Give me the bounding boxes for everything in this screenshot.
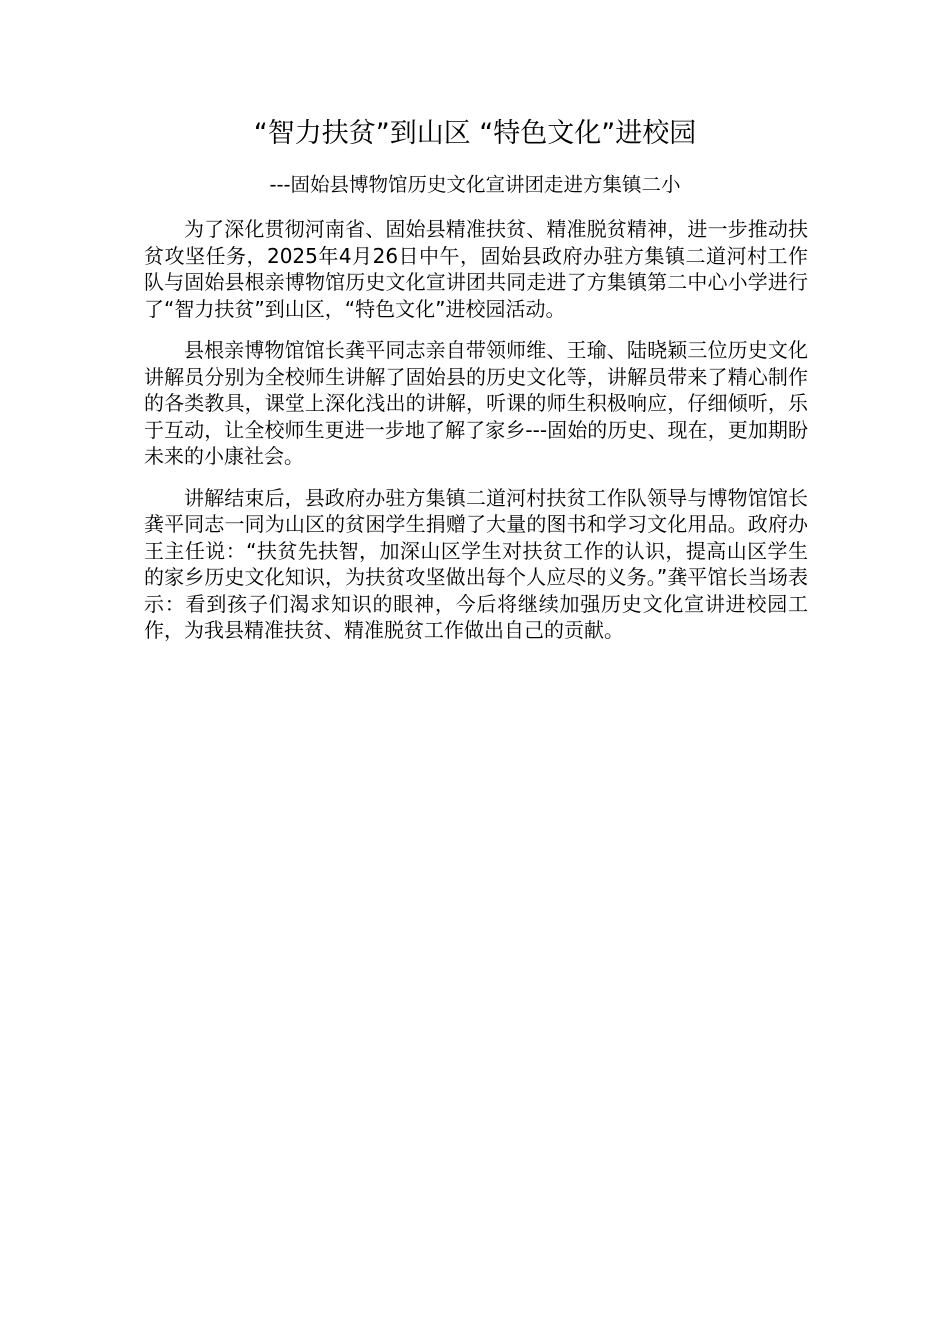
document-title: “智力扶贫”到山区 “特色文化”进校园 <box>253 118 697 149</box>
paragraph: 县根亲博物馆馆长龚平同志亲自带领师维、王瑜、陆晓颖三位历史文化讲解员分别为全校师生讲解了固始县的历史文化等，讲解员带来了精心制作的各类教具，课堂上深化浅出的讲解，听课的师生积极响应，仔细倾听，乐于互动，让全校师生更进一步地了解了家乡---固始的历史、现在，更加期盼未来的小康社会。 <box>144 338 808 468</box>
document-body <box>144 216 808 659</box>
document-subtitle: ---固始县博物馆历史文化宣讲团走进方集镇二小 <box>269 173 681 196</box>
paragraph: 讲解结束后，县政府办驻方集镇二道河村扶贫工作队领导与博物馆馆长龚平同志一同为山区的贫困学生捐赠了大量的图书和学习文化用品。政府办王主任说：“扶贫先扶智，加深山区学生对扶贫工作的认识，提高山区学生的家乡历史文化知识，为扶贫攻坚做出每个人应尽的义务。”龚平馆长当场表示：看到孩子们渴求知识的眼神，今后将继续加强历史文化宣讲进校园工作，为我县精准扶贫、精准脱贫工作做出自己的贡献。 <box>144 485 808 642</box>
paragraph: 为了深化贯彻河南省、固始县精准扶贫、精准脱贫精神，进一步推动扶贫攻坚任务，2025年4月26日中午，固始县政府办驻方集镇二道河村工作队与固始县根亲博物馆历史文化宣讲团共同走进了方集镇第二中心小学进行了“智力扶贫”到山区，“特色文化”进校园活动。 <box>144 217 808 321</box>
